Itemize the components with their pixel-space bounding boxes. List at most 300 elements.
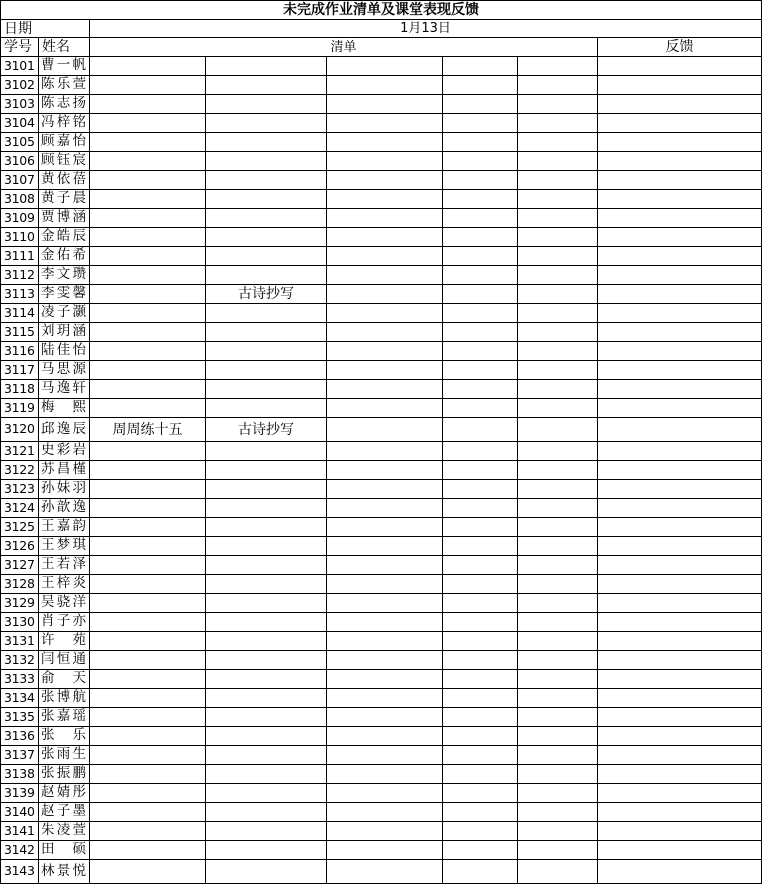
student-id-cell: 3115 [1, 323, 39, 342]
list-cell-3 [327, 518, 443, 537]
list-cell-4 [443, 114, 518, 133]
table-row [1, 266, 762, 285]
table-row [1, 765, 762, 784]
list-cell-4 [443, 765, 518, 784]
list-cell-4 [443, 784, 518, 803]
table-row [1, 247, 762, 266]
list-cell-3 [327, 304, 443, 323]
list-cell-4 [443, 708, 518, 727]
table-row [1, 190, 762, 209]
list-cell-4 [443, 841, 518, 860]
list-cell-3 [327, 342, 443, 361]
list-cell-3 [327, 133, 443, 152]
feedback-cell [598, 95, 762, 114]
list-cell-5 [518, 689, 598, 708]
student-id-cell: 3116 [1, 342, 39, 361]
student-name-cell: 李雯馨 [39, 285, 90, 304]
list-cell-3 [327, 594, 443, 613]
list-cell-5 [518, 746, 598, 765]
list-cell-2 [206, 152, 327, 171]
list-cell-4 [443, 442, 518, 461]
list-cell-3 [327, 228, 443, 247]
list-cell-4 [443, 361, 518, 380]
list-cell-4 [443, 380, 518, 399]
list-cell-5 [518, 537, 598, 556]
list-cell-1 [90, 499, 206, 518]
feedback-cell [598, 152, 762, 171]
student-name-cell: 林景悦 [39, 860, 90, 884]
list-cell-2 [206, 247, 327, 266]
list-cell-4 [443, 746, 518, 765]
list-cell-3 [327, 765, 443, 784]
list-cell-3 [327, 209, 443, 228]
table-row [1, 133, 762, 152]
table-row [1, 556, 762, 575]
table-row [1, 499, 762, 518]
list-cell-5 [518, 190, 598, 209]
list-cell-5 [518, 632, 598, 651]
list-cell-3 [327, 285, 443, 304]
student-name-cell: 陆佳怡 [39, 342, 90, 361]
feedback-cell [598, 114, 762, 133]
list-cell-2 [206, 133, 327, 152]
feedback-cell [598, 689, 762, 708]
list-cell-1 [90, 133, 206, 152]
student-name-cell: 邱逸辰 [39, 418, 90, 442]
list-cell-1 [90, 594, 206, 613]
list-cell-4 [443, 228, 518, 247]
list-cell-5 [518, 784, 598, 803]
list-cell-1 [90, 708, 206, 727]
list-cell-5 [518, 247, 598, 266]
list-cell-1 [90, 57, 206, 76]
list-cell-5 [518, 708, 598, 727]
list-cell-4 [443, 304, 518, 323]
list-cell-5 [518, 841, 598, 860]
table-row [1, 228, 762, 247]
list-cell-3 [327, 727, 443, 746]
list-cell-2: 古诗抄写 [206, 285, 327, 304]
list-cell-3 [327, 190, 443, 209]
list-cell-2 [206, 190, 327, 209]
header-name: 姓名 [39, 38, 90, 57]
list-cell-3 [327, 442, 443, 461]
list-cell-5 [518, 670, 598, 689]
table-row [1, 632, 762, 651]
table-row [1, 442, 762, 461]
list-cell-2 [206, 746, 327, 765]
list-cell-4 [443, 594, 518, 613]
list-cell-5 [518, 209, 598, 228]
student-id-cell: 3140 [1, 803, 39, 822]
list-cell-2 [206, 361, 327, 380]
student-id-cell: 3111 [1, 247, 39, 266]
list-cell-5 [518, 171, 598, 190]
list-cell-5 [518, 114, 598, 133]
list-cell-1 [90, 765, 206, 784]
student-name-cell: 金佑希 [39, 247, 90, 266]
student-name-cell: 张嘉瑶 [39, 708, 90, 727]
list-cell-1 [90, 822, 206, 841]
list-cell-3 [327, 95, 443, 114]
list-cell-5 [518, 822, 598, 841]
list-cell-5 [518, 803, 598, 822]
list-cell-1 [90, 689, 206, 708]
student-name-cell: 朱凌萱 [39, 822, 90, 841]
student-name-cell: 张博航 [39, 689, 90, 708]
list-cell-5 [518, 228, 598, 247]
header-row [1, 38, 762, 57]
list-cell-5 [518, 499, 598, 518]
list-cell-3 [327, 57, 443, 76]
list-cell-5 [518, 380, 598, 399]
list-cell-2 [206, 461, 327, 480]
date-label: 日期 [1, 20, 90, 38]
list-cell-4 [443, 822, 518, 841]
student-id-cell: 3142 [1, 841, 39, 860]
list-cell-5 [518, 651, 598, 670]
student-id-cell: 3128 [1, 575, 39, 594]
list-cell-2 [206, 499, 327, 518]
feedback-cell [598, 247, 762, 266]
list-cell-1 [90, 190, 206, 209]
table-row [1, 209, 762, 228]
list-cell-5 [518, 323, 598, 342]
list-cell-3 [327, 651, 443, 670]
feedback-cell [598, 285, 762, 304]
table-row [1, 784, 762, 803]
student-id-cell: 3134 [1, 689, 39, 708]
list-cell-2 [206, 537, 327, 556]
list-cell-1 [90, 556, 206, 575]
feedback-cell [598, 765, 762, 784]
table-row [1, 537, 762, 556]
list-cell-4 [443, 323, 518, 342]
list-cell-2 [206, 651, 327, 670]
list-cell-1 [90, 613, 206, 632]
list-cell-3 [327, 76, 443, 95]
student-id-cell: 3110 [1, 228, 39, 247]
list-cell-1 [90, 209, 206, 228]
list-cell-2 [206, 323, 327, 342]
header-student-id: 学号 [1, 38, 39, 57]
list-cell-2 [206, 342, 327, 361]
date-value: 1月13日 [90, 20, 762, 38]
student-name-cell: 田 硕 [39, 841, 90, 860]
list-cell-1 [90, 114, 206, 133]
feedback-cell [598, 399, 762, 418]
list-cell-2 [206, 399, 327, 418]
table-row [1, 746, 762, 765]
list-cell-2 [206, 784, 327, 803]
list-cell-4 [443, 190, 518, 209]
list-cell-5 [518, 765, 598, 784]
list-cell-3 [327, 114, 443, 133]
student-id-cell: 3106 [1, 152, 39, 171]
table-row [1, 803, 762, 822]
feedback-cell [598, 803, 762, 822]
student-name-cell: 张振鹏 [39, 765, 90, 784]
student-name-cell: 李文瓒 [39, 266, 90, 285]
list-cell-4 [443, 556, 518, 575]
list-cell-3 [327, 399, 443, 418]
student-id-cell: 3104 [1, 114, 39, 133]
table-row [1, 708, 762, 727]
table-row [1, 480, 762, 499]
list-cell-1 [90, 727, 206, 746]
feedback-cell [598, 228, 762, 247]
student-name-cell: 赵婧彤 [39, 784, 90, 803]
list-cell-2 [206, 594, 327, 613]
feedback-cell [598, 594, 762, 613]
list-cell-2 [206, 822, 327, 841]
student-name-cell: 俞 天 [39, 670, 90, 689]
list-cell-4 [443, 727, 518, 746]
list-cell-2 [206, 556, 327, 575]
student-name-cell: 陈志扬 [39, 95, 90, 114]
list-cell-5 [518, 57, 598, 76]
list-cell-3 [327, 152, 443, 171]
feedback-cell [598, 670, 762, 689]
list-cell-4 [443, 266, 518, 285]
list-cell-4 [443, 57, 518, 76]
feedback-cell [598, 461, 762, 480]
student-id-cell: 3125 [1, 518, 39, 537]
list-cell-4 [443, 803, 518, 822]
list-cell-1 [90, 266, 206, 285]
feedback-cell [598, 822, 762, 841]
student-id-cell: 3108 [1, 190, 39, 209]
student-name-cell: 张 乐 [39, 727, 90, 746]
feedback-cell [598, 518, 762, 537]
student-name-cell: 金皓辰 [39, 228, 90, 247]
list-cell-2 [206, 841, 327, 860]
list-cell-2 [206, 76, 327, 95]
list-cell-4 [443, 209, 518, 228]
feedback-cell [598, 266, 762, 285]
feedback-cell [598, 418, 762, 442]
list-cell-3 [327, 803, 443, 822]
list-cell-1 [90, 152, 206, 171]
table-row [1, 76, 762, 95]
student-id-cell: 3101 [1, 57, 39, 76]
feedback-cell [598, 361, 762, 380]
student-name-cell: 闫恒通 [39, 651, 90, 670]
sheet-title: 未完成作业清单及课堂表现反馈 [1, 1, 762, 20]
list-cell-4 [443, 95, 518, 114]
student-name-cell: 孙妹羽 [39, 480, 90, 499]
table-row [1, 361, 762, 380]
student-name-cell: 吴骁洋 [39, 594, 90, 613]
list-cell-3 [327, 418, 443, 442]
feedback-cell [598, 784, 762, 803]
list-cell-1 [90, 860, 206, 884]
list-cell-5 [518, 480, 598, 499]
list-cell-1 [90, 480, 206, 499]
list-cell-4 [443, 651, 518, 670]
feedback-cell [598, 727, 762, 746]
list-cell-3 [327, 860, 443, 884]
student-name-cell: 冯梓铭 [39, 114, 90, 133]
student-id-cell: 3118 [1, 380, 39, 399]
table-row [1, 114, 762, 133]
list-cell-3 [327, 708, 443, 727]
list-cell-1 [90, 537, 206, 556]
table-row [1, 461, 762, 480]
list-cell-2 [206, 518, 327, 537]
list-cell-3 [327, 841, 443, 860]
table-body [1, 1, 762, 884]
list-cell-1 [90, 746, 206, 765]
list-cell-4 [443, 418, 518, 442]
list-cell-2 [206, 442, 327, 461]
student-id-cell: 3109 [1, 209, 39, 228]
table-row [1, 613, 762, 632]
list-cell-5 [518, 76, 598, 95]
student-name-cell: 顾钰宸 [39, 152, 90, 171]
student-name-cell: 王嘉韵 [39, 518, 90, 537]
list-cell-4 [443, 670, 518, 689]
list-cell-3 [327, 784, 443, 803]
table-row [1, 323, 762, 342]
student-id-cell: 3133 [1, 670, 39, 689]
list-cell-5 [518, 575, 598, 594]
list-cell-2 [206, 57, 327, 76]
student-id-cell: 3136 [1, 727, 39, 746]
feedback-cell [598, 209, 762, 228]
table-row [1, 399, 762, 418]
list-cell-5 [518, 266, 598, 285]
list-cell-4 [443, 480, 518, 499]
table-row [1, 518, 762, 537]
list-cell-4 [443, 575, 518, 594]
list-cell-4 [443, 133, 518, 152]
feedback-cell [598, 342, 762, 361]
list-cell-5 [518, 613, 598, 632]
list-cell-2 [206, 765, 327, 784]
student-id-cell: 3127 [1, 556, 39, 575]
list-cell-1 [90, 632, 206, 651]
feedback-cell [598, 323, 762, 342]
student-id-cell: 3103 [1, 95, 39, 114]
list-cell-1 [90, 399, 206, 418]
student-id-cell: 3122 [1, 461, 39, 480]
list-cell-4 [443, 537, 518, 556]
list-cell-4 [443, 499, 518, 518]
student-name-cell: 王若泽 [39, 556, 90, 575]
list-cell-2: 古诗抄写 [206, 418, 327, 442]
student-name-cell: 马思源 [39, 361, 90, 380]
list-cell-4 [443, 152, 518, 171]
feedback-cell [598, 171, 762, 190]
feedback-cell [598, 442, 762, 461]
student-name-cell: 黄子晨 [39, 190, 90, 209]
list-cell-4 [443, 613, 518, 632]
list-cell-2 [206, 171, 327, 190]
list-cell-2 [206, 803, 327, 822]
student-name-cell: 曹一帆 [39, 57, 90, 76]
list-cell-5 [518, 442, 598, 461]
list-cell-1 [90, 323, 206, 342]
list-cell-5 [518, 399, 598, 418]
list-cell-4 [443, 860, 518, 884]
list-cell-1: 周周练十五 [90, 418, 206, 442]
table-row [1, 342, 762, 361]
table-row [1, 304, 762, 323]
feedback-cell [598, 841, 762, 860]
student-id-cell: 3119 [1, 399, 39, 418]
list-cell-3 [327, 575, 443, 594]
student-id-cell: 3130 [1, 613, 39, 632]
list-cell-3 [327, 689, 443, 708]
list-cell-5 [518, 727, 598, 746]
student-id-cell: 3143 [1, 860, 39, 884]
list-cell-5 [518, 860, 598, 884]
feedback-cell [598, 499, 762, 518]
feedback-cell [598, 613, 762, 632]
table-row [1, 380, 762, 399]
student-id-cell: 3121 [1, 442, 39, 461]
student-id-cell: 3139 [1, 784, 39, 803]
list-cell-1 [90, 461, 206, 480]
student-name-cell: 孙歆逸 [39, 499, 90, 518]
feedback-cell [598, 860, 762, 884]
list-cell-2 [206, 209, 327, 228]
student-name-cell: 陈乐萱 [39, 76, 90, 95]
student-name-cell: 梅 熙 [39, 399, 90, 418]
list-cell-3 [327, 499, 443, 518]
student-id-cell: 3113 [1, 285, 39, 304]
table-row [1, 152, 762, 171]
table-row [1, 171, 762, 190]
list-cell-3 [327, 613, 443, 632]
list-cell-2 [206, 689, 327, 708]
list-cell-1 [90, 841, 206, 860]
list-cell-1 [90, 518, 206, 537]
list-cell-1 [90, 342, 206, 361]
feedback-cell [598, 632, 762, 651]
list-cell-2 [206, 613, 327, 632]
table-row [1, 575, 762, 594]
list-cell-5 [518, 285, 598, 304]
list-cell-5 [518, 594, 598, 613]
table-row [1, 689, 762, 708]
student-name-cell: 顾嘉怡 [39, 133, 90, 152]
list-cell-1 [90, 784, 206, 803]
feedback-cell [598, 480, 762, 499]
list-cell-1 [90, 304, 206, 323]
list-cell-4 [443, 518, 518, 537]
student-name-cell: 王梦琪 [39, 537, 90, 556]
student-name-cell: 凌子灏 [39, 304, 90, 323]
list-cell-4 [443, 76, 518, 95]
list-cell-5 [518, 152, 598, 171]
list-cell-3 [327, 746, 443, 765]
student-id-cell: 3138 [1, 765, 39, 784]
date-row [1, 20, 762, 38]
feedback-cell [598, 651, 762, 670]
list-cell-2 [206, 380, 327, 399]
list-cell-2 [206, 95, 327, 114]
list-cell-1 [90, 95, 206, 114]
list-cell-1 [90, 651, 206, 670]
feedback-cell [598, 537, 762, 556]
feedback-cell [598, 304, 762, 323]
list-cell-3 [327, 632, 443, 651]
student-id-cell: 3126 [1, 537, 39, 556]
list-cell-3 [327, 480, 443, 499]
table-row [1, 57, 762, 76]
